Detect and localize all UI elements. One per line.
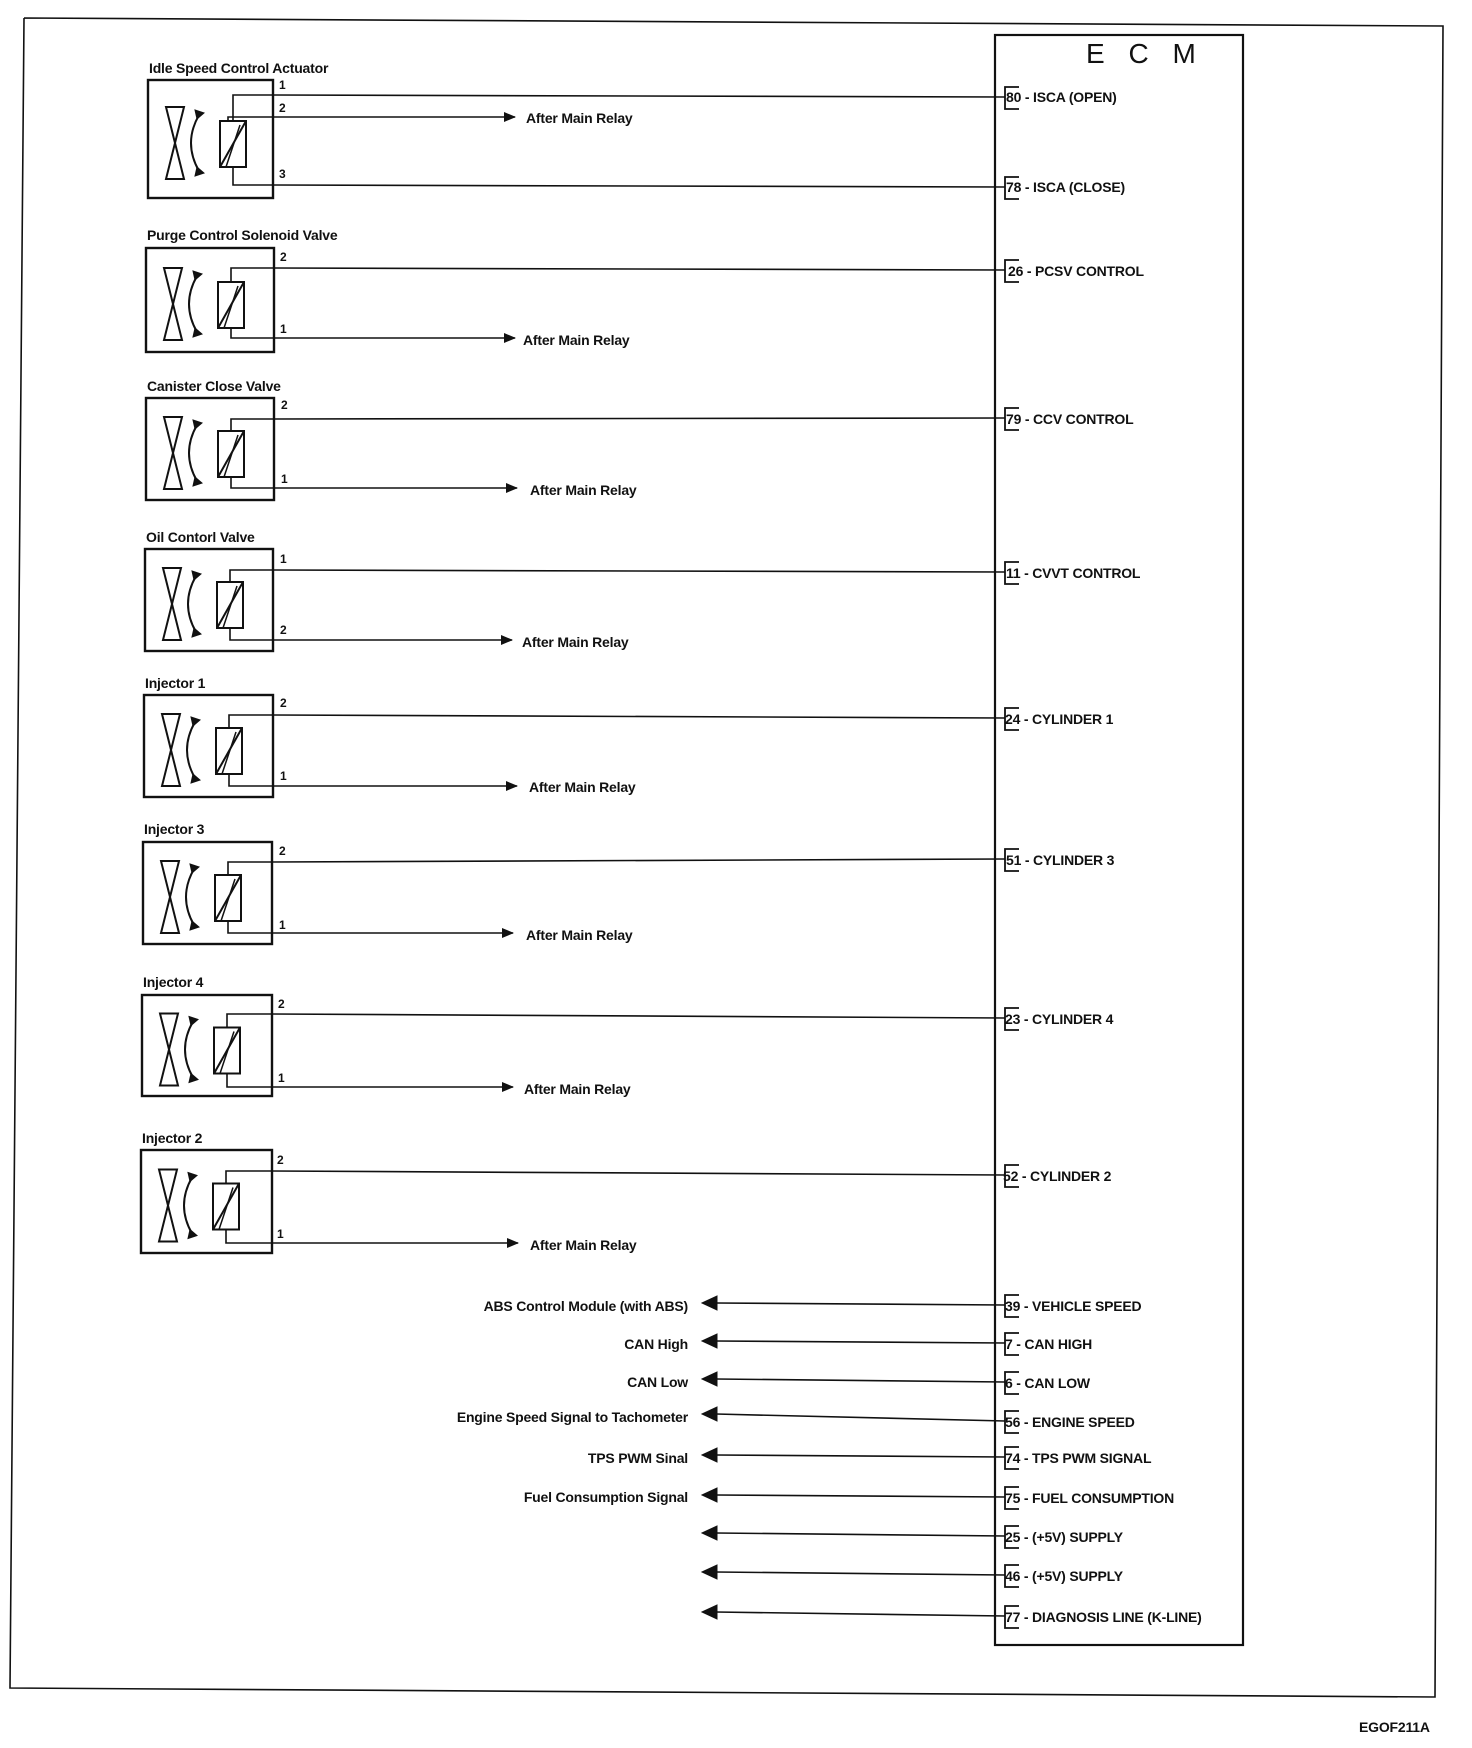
pin-label: 2 <box>279 844 286 858</box>
arrowhead-icon <box>193 420 202 429</box>
output-label-tps: TPS PWM Sinal <box>587 1450 688 1466</box>
ecm-wire <box>273 185 1005 187</box>
internal-lead <box>227 1014 272 1028</box>
pin-label: 1 <box>279 78 286 92</box>
output-wire <box>716 1379 1005 1382</box>
component-label-injector-1: Injector 1 <box>145 675 206 691</box>
relay-label: After Main Relay <box>523 332 630 348</box>
relay-label: After Main Relay <box>530 1237 637 1253</box>
arrowhead-icon <box>195 167 204 176</box>
ecm-wire <box>274 418 1005 419</box>
relay-label: After Main Relay <box>524 1081 631 1097</box>
output-label-can-low: CAN Low <box>627 1374 688 1390</box>
internal-lead <box>230 628 273 640</box>
output-label-can-high: CAN High <box>624 1336 688 1352</box>
ecm-terminal-75: 75 - FUEL CONSUMPTION <box>1005 1490 1175 1506</box>
ecm-wire <box>272 859 1005 862</box>
relay-label: After Main Relay <box>529 779 636 795</box>
arrowhead-icon <box>193 477 202 486</box>
motion-arrow-icon <box>188 576 196 632</box>
internal-lead <box>231 419 274 431</box>
component-box <box>148 80 273 198</box>
internal-lead <box>231 328 274 338</box>
arrowhead-icon <box>193 271 202 280</box>
pin-label: 3 <box>279 167 286 181</box>
ecm-terminal-11: 11 - CVVT CONTROL <box>1006 565 1141 581</box>
ecm-terminal-24: 24 - CYLINDER 1 <box>1005 711 1114 727</box>
valve-icon <box>166 143 184 179</box>
internal-lead <box>231 477 274 488</box>
component-label-ocv: Oil Contorl Valve <box>146 529 255 545</box>
output-arrowhead-icon <box>702 1488 717 1502</box>
motion-arrow-icon <box>186 869 194 925</box>
internal-lead <box>231 268 274 282</box>
internal-lead <box>229 715 273 728</box>
pin-label: 1 <box>281 472 288 486</box>
output-wire <box>716 1572 1005 1575</box>
output-label-abs: ABS Control Module (with ABS) <box>483 1298 688 1314</box>
ecm-wire <box>273 715 1005 718</box>
arrowhead-icon <box>191 717 200 726</box>
output-wire <box>716 1495 1005 1497</box>
pin-label: 2 <box>279 101 286 115</box>
output-wire <box>716 1455 1005 1457</box>
internal-lead <box>228 921 272 933</box>
solenoid-coil-icon <box>222 732 236 774</box>
output-arrowhead-icon <box>702 1448 717 1462</box>
arrowhead-icon <box>188 1230 197 1239</box>
pin-label: 2 <box>277 1153 284 1167</box>
internal-lead <box>230 570 273 582</box>
pin-label: 1 <box>279 918 286 932</box>
valve-icon <box>162 714 180 750</box>
pin-label: 2 <box>280 696 287 710</box>
arrowhead-icon <box>189 1074 198 1083</box>
pin-label: 2 <box>280 623 287 637</box>
output-wire <box>716 1414 1005 1421</box>
output-arrowhead-icon <box>702 1605 717 1619</box>
pin-label: 1 <box>280 769 287 783</box>
ecm-terminal-6: 6 - CAN LOW <box>1005 1375 1090 1391</box>
arrowhead-icon <box>189 1017 198 1026</box>
ecm-terminal-46: 46 - (+5V) SUPPLY <box>1005 1568 1123 1584</box>
internal-lead <box>228 862 272 875</box>
ecm-terminal-51: 51 - CYLINDER 3 <box>1006 852 1115 868</box>
solenoid-coil-icon <box>224 435 238 477</box>
ecm-wire <box>274 268 1005 270</box>
valve-icon <box>160 1050 178 1086</box>
ecm-wire <box>272 1171 1005 1175</box>
motion-arrow-icon <box>189 425 197 481</box>
valve-icon <box>164 453 182 489</box>
valve-icon <box>164 304 182 340</box>
ecm-wire <box>272 1014 1005 1018</box>
output-arrowhead-icon <box>702 1372 717 1386</box>
arrowhead-icon <box>192 628 201 637</box>
arrowhead-icon <box>191 774 200 783</box>
component-label-injector-4: Injector 4 <box>143 974 204 990</box>
ecm-terminal-23: 23 - CYLINDER 4 <box>1005 1011 1114 1027</box>
ecm-terminal-52: 52 - CYLINDER 2 <box>1003 1168 1112 1184</box>
arrowhead-icon <box>192 571 201 580</box>
component-label-injector-2: Injector 2 <box>142 1130 203 1146</box>
ecm-terminal-39: 39 - VEHICLE SPEED <box>1005 1298 1142 1314</box>
ecm-terminal-79: 79 - CCV CONTROL <box>1006 411 1134 427</box>
ecm-terminal-77: 77 - DIAGNOSIS LINE (K-LINE) <box>1005 1609 1202 1625</box>
output-arrowhead-icon <box>702 1296 717 1310</box>
solenoid-coil-icon <box>221 879 235 921</box>
valve-icon <box>162 750 180 786</box>
motion-arrow-icon <box>185 1022 193 1078</box>
ecm-wire <box>273 95 1005 97</box>
arrowhead-icon <box>190 864 199 873</box>
ecm-terminal-25: 25 - (+5V) SUPPLY <box>1005 1529 1123 1545</box>
figure-code: EGOF211A <box>1359 1719 1430 1735</box>
pin-label: 1 <box>278 1071 285 1085</box>
valve-icon <box>160 1014 178 1050</box>
pin-label: 2 <box>278 997 285 1011</box>
ecm-terminal-78: 78 - ISCA (CLOSE) <box>1006 179 1125 195</box>
ecm-title: E C M <box>1086 38 1204 69</box>
output-wire <box>716 1341 1005 1343</box>
relay-label: After Main Relay <box>526 927 633 943</box>
output-label-tacho: Engine Speed Signal to Tachometer <box>456 1409 688 1425</box>
internal-lead <box>226 1230 272 1244</box>
component-label-pcsv: Purge Control Solenoid Valve <box>147 227 338 243</box>
solenoid-coil-icon <box>226 125 240 167</box>
arrowhead-icon <box>195 110 204 119</box>
output-arrowhead-icon <box>702 1407 717 1421</box>
motion-arrow-icon <box>189 276 197 332</box>
solenoid-coil-icon <box>223 586 237 628</box>
output-wire <box>716 1303 1005 1305</box>
valve-icon <box>163 604 181 640</box>
ecm-terminal-74: 74 - TPS PWM SIGNAL <box>1005 1450 1152 1466</box>
pin-label: 1 <box>280 322 287 336</box>
arrowhead-icon <box>190 921 199 930</box>
output-wire <box>716 1533 1005 1536</box>
valve-icon <box>166 107 184 143</box>
valve-icon <box>161 897 179 933</box>
output-arrowhead-icon <box>702 1565 717 1579</box>
motion-arrow-icon <box>187 722 195 778</box>
relay-label: After Main Relay <box>522 634 629 650</box>
output-arrowhead-icon <box>702 1526 717 1540</box>
ecm-terminal-56: 56 - ENGINE SPEED <box>1005 1414 1135 1430</box>
internal-lead <box>227 1074 272 1088</box>
valve-icon <box>164 417 182 453</box>
relay-label: After Main Relay <box>530 482 637 498</box>
relay-label: After Main Relay <box>526 110 633 126</box>
internal-lead <box>233 167 273 185</box>
solenoid-coil-icon <box>219 1188 233 1230</box>
valve-icon <box>163 568 181 604</box>
valve-icon <box>159 1206 177 1242</box>
valve-icon <box>164 268 182 304</box>
output-wire <box>716 1612 1005 1616</box>
solenoid-coil-icon <box>220 1032 234 1074</box>
motion-arrow-icon <box>191 115 199 171</box>
output-label-fuel: Fuel Consumption Signal <box>523 1489 688 1505</box>
ecm-terminal-80: 80 - ISCA (OPEN) <box>1006 89 1117 105</box>
solenoid-coil-icon <box>224 286 238 328</box>
pin-label: 2 <box>280 250 287 264</box>
pin-label: 1 <box>277 1227 284 1241</box>
arrowhead-icon <box>193 328 202 337</box>
valve-icon <box>161 861 179 897</box>
component-label-ccv: Canister Close Valve <box>147 378 281 394</box>
valve-icon <box>159 1170 177 1206</box>
ecm-wire <box>273 570 1005 572</box>
output-arrowhead-icon <box>702 1334 717 1348</box>
motion-arrow-icon <box>184 1178 192 1234</box>
ecm-terminal-26: 26 - PCSV CONTROL <box>1008 263 1144 279</box>
pin-label: 2 <box>281 398 288 412</box>
ecm-terminal-7: 7 - CAN HIGH <box>1005 1336 1093 1352</box>
internal-lead <box>226 1171 272 1184</box>
internal-lead <box>229 774 273 786</box>
component-label-injector-3: Injector 3 <box>144 821 205 837</box>
pin-label: 1 <box>280 552 287 566</box>
component-label-isca: Idle Speed Control Actuator <box>149 60 329 76</box>
arrowhead-icon <box>188 1173 197 1182</box>
